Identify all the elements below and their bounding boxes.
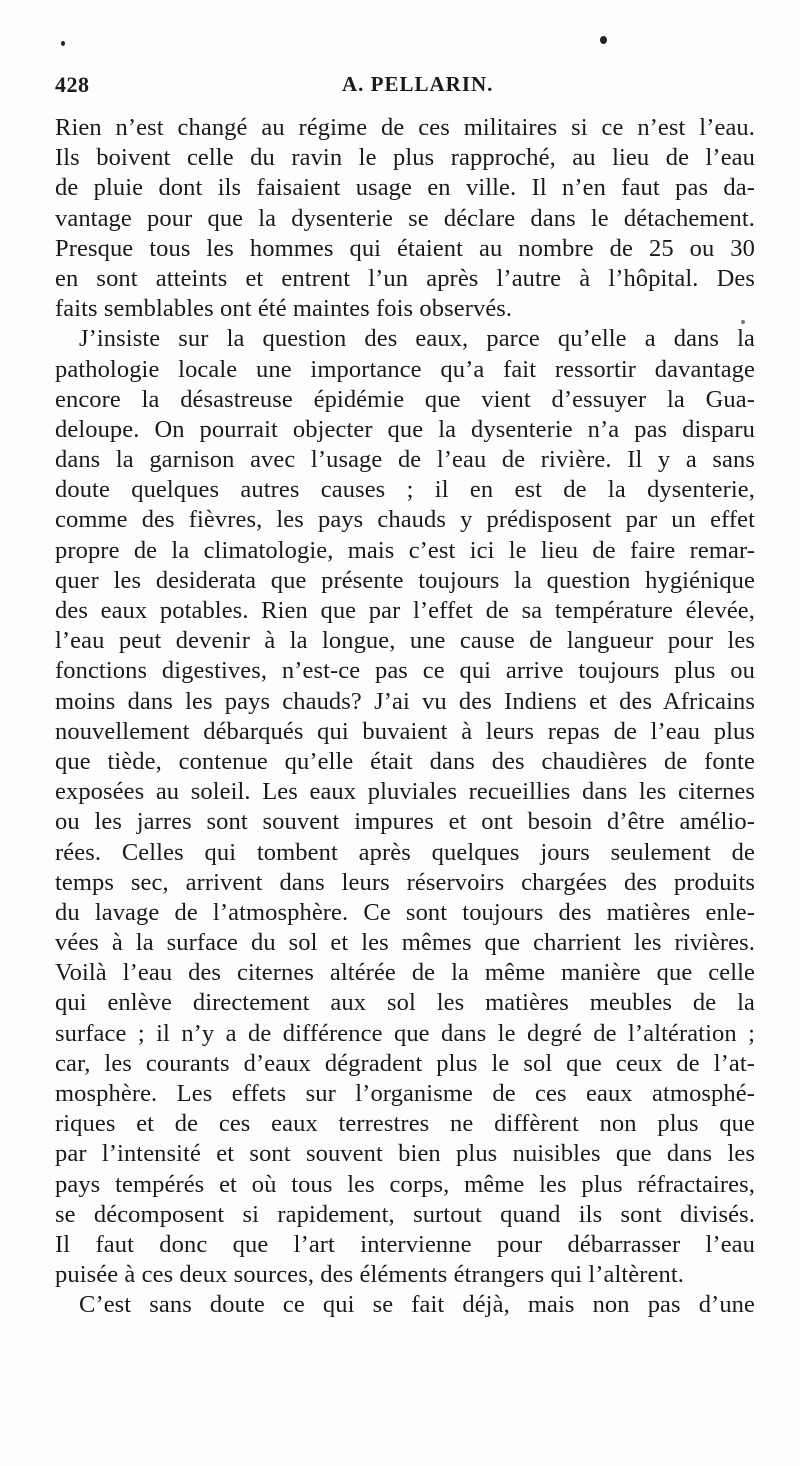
text-line: Il faut donc que l’art intervienne pour débarrasser l’eau [55, 1230, 755, 1258]
text-line: doute quelques autres causes ; il en est de la dysenterie, [55, 476, 755, 504]
text-line: dans la garnison avec l’usage de l’eau de rivière. Il y a sans [55, 446, 755, 474]
text-line: pathologie locale une importance qu’a fait ressortir davantage [55, 355, 755, 383]
text-line: puisée à ces deux sources, des éléments étrangers qui l’altèrent. [55, 1261, 684, 1289]
text-line: l’eau peut devenir à la longue, une cause de langueur pour les [55, 627, 755, 655]
text-line: Voilà l’eau des citernes altérée de la même manière que celle [55, 959, 755, 987]
text-line: exposées au soleil. Les eaux pluviales recueillies dans les citernes [55, 778, 755, 806]
text-line: C’est sans doute ce qui se fait déjà, mais non pas d’une [79, 1291, 755, 1319]
text-line: moins dans les pays chauds? J’ai vu des Indiens et des Africains [55, 687, 755, 715]
text-line: deloupe. On pourrait objecter que la dysenterie n’a pas disparu [55, 415, 755, 443]
text-line: rées. Celles qui tombent après quelques jours seulement de [55, 838, 755, 866]
text-line: Rien n’est changé au régime de ces militaires si ce n’est l’eau. [55, 114, 755, 141]
text-line: par l’intensité et sont souvent bien plus nuisibles que dans les [55, 1140, 755, 1168]
text-line: mosphère. Les effets sur l’organisme de ces eaux atmosphé- [55, 1080, 755, 1107]
text-line: car, les courants d’eaux dégradent plus le sol que ceux de l’at- [55, 1049, 755, 1077]
text-line: faits semblables ont été maintes fois observés. [55, 295, 513, 323]
page-number: 428 [55, 72, 90, 97]
text-line: J’insiste sur la question des eaux, parce qu’elle a dans la [79, 325, 755, 353]
text-line: nouvellement débarqués qui buvaient à leurs repas de l’eau plus [55, 717, 755, 745]
ink-speck [600, 36, 607, 44]
body-text [55, 113, 755, 1321]
ink-speck [61, 41, 65, 46]
text-line: du lavage de l’atmosphère. Ce sont toujours des matières enle- [55, 898, 755, 926]
text-line: encore la désastreuse épidémie que vient d’essuyer la Gua- [55, 385, 755, 413]
text-line: qui enlève directement aux sol les matières meubles de la [55, 989, 755, 1017]
text-line: comme des fièvres, les pays chauds y prédisposent par un effet [55, 506, 755, 534]
page-header [55, 72, 755, 102]
text-line: riques et de ces eaux terrestres ne diffèrent non plus que [55, 1110, 755, 1138]
text-line: Presque tous les hommes qui étaient au nombre de 25 ou 30 [55, 234, 755, 262]
text-line: propre de la climatologie, mais c’est ici le lieu de faire remar- [55, 536, 755, 564]
text-line: se décomposent si rapidement, surtout quand ils sont divisés. [55, 1200, 755, 1228]
text-line: vées à la surface du sol et les mêmes que charrient les rivières. [55, 929, 755, 957]
text-line: pays tempérés et où tous les corps, même les plus réfractaires, [55, 1170, 755, 1198]
text-line: fonctions digestives, n’est-ce pas ce qui arrive toujours plus ou [55, 657, 755, 685]
text-line: vantage pour que la dysenterie se déclare dans le détachement. [55, 204, 755, 232]
text-line: Ils boivent celle du ravin le plus rapproché, au lieu de l’eau [55, 144, 755, 172]
text-line: des eaux potables. Rien que par l’effet de sa température élevée, [55, 597, 755, 624]
text-line: surface ; il n’y a de différence que dans le degré de l’altération ; [55, 1019, 755, 1047]
running-head: A. PELLARIN. [342, 72, 494, 96]
text-line: que tiède, contenue qu’elle était dans des chaudières de fonte [55, 747, 755, 775]
text-line: en sont atteints et entrent l’un après l’autre à l’hôpital. Des [55, 264, 755, 292]
text-line: de pluie dont ils faisaient usage en ville. Il n’en faut pas da- [55, 174, 755, 202]
text-line: ou les jarres sont souvent impures et ont besoin d’être amélio- [55, 808, 755, 836]
text-line: quer les desiderata que présente toujours la question hygiénique [55, 566, 755, 594]
text-line: temps sec, arrivent dans leurs réservoirs chargées des produits [55, 868, 755, 896]
